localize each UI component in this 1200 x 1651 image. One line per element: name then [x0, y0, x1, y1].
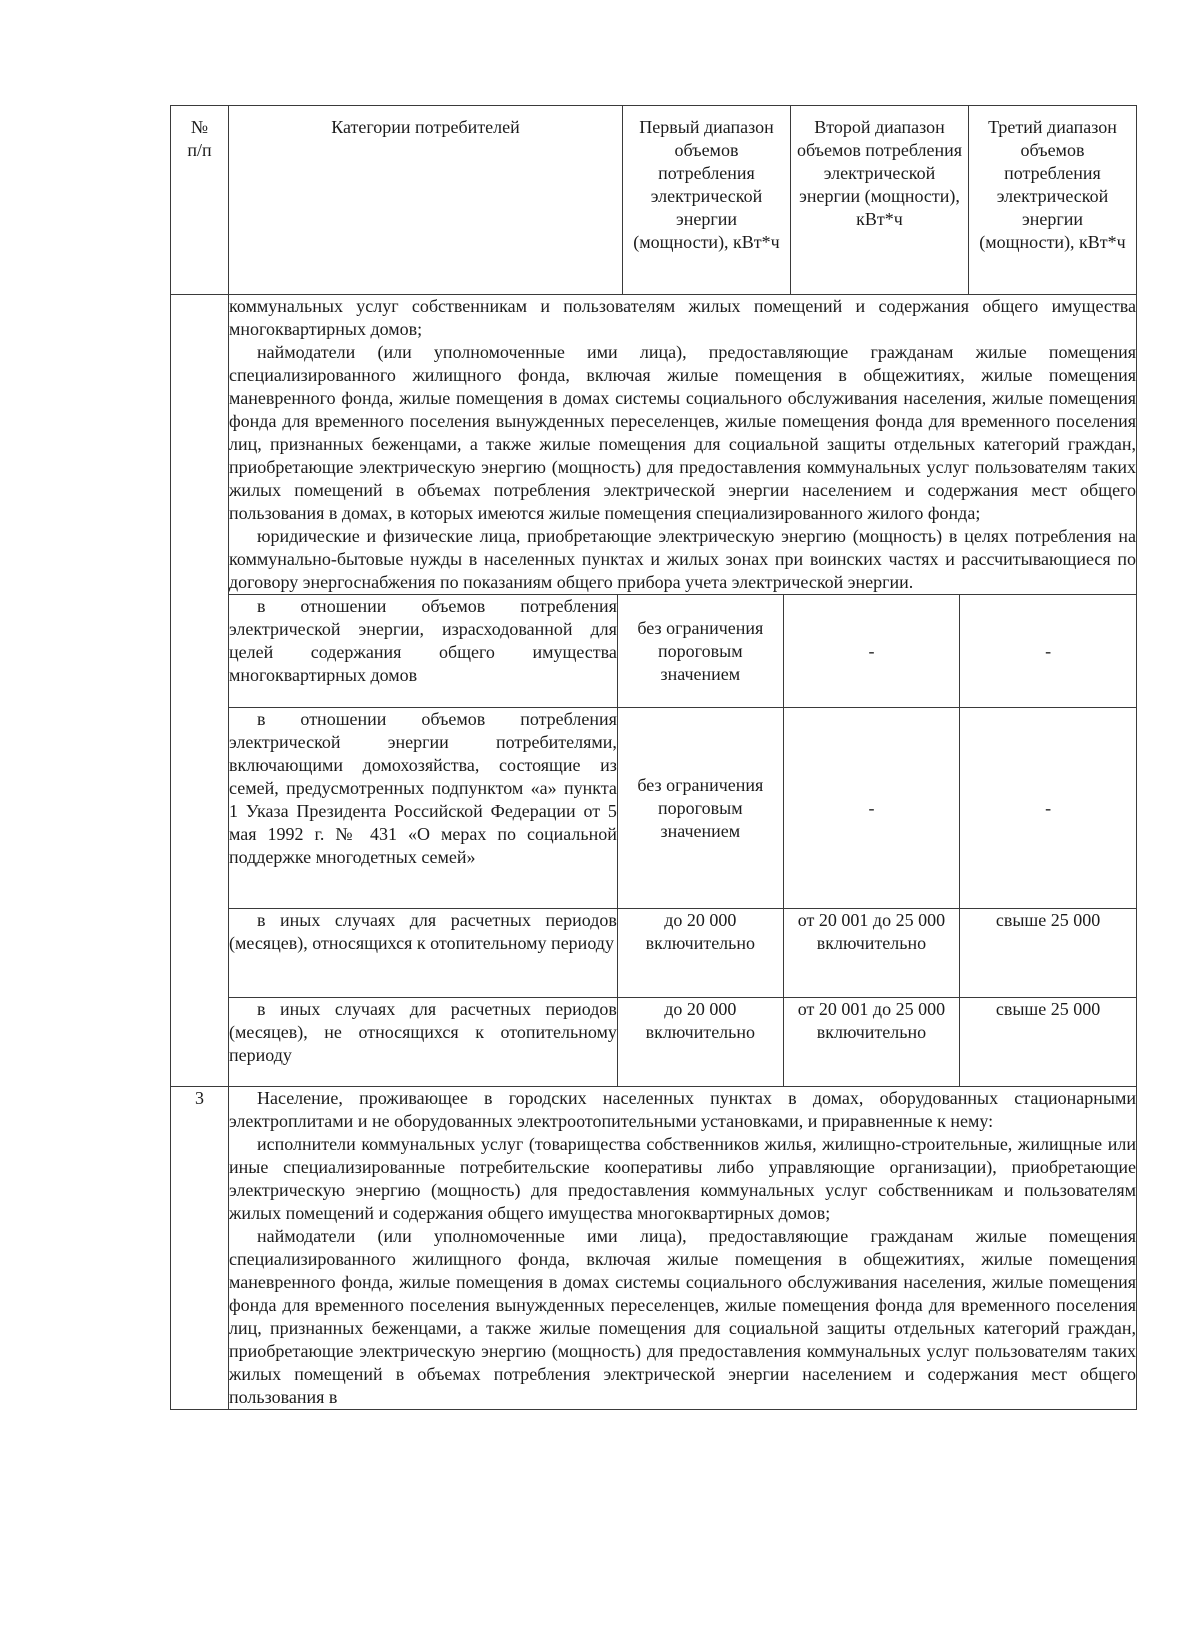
table-row-section-3 — [171, 1087, 1137, 1410]
header-range3: Третий диапазон объемов потребления электрической энергии (мощности), кВт*ч — [969, 106, 1137, 295]
range1-value: до 20 000 включительно — [617, 998, 783, 1087]
subrange-table — [229, 595, 1136, 1086]
table-row — [229, 595, 1136, 708]
range2-value: от 20 001 до 25 000 включительно — [783, 909, 959, 998]
section-2-text — [229, 295, 1137, 595]
table-row — [229, 708, 1136, 909]
range3-value: - — [960, 708, 1136, 909]
header-range2: Второй диапазон объемов потребления электрической энергии (мощности), кВт*ч — [791, 106, 969, 295]
paragraph: исполнители коммунальных услуг (товарищества собственников жилья, жилищно-строительные, жилищные или иные специализированные потребительские кооперативы либо управляющие организации), приобретающие электрическую энергию (мощность) для предоставления коммунальных услуг собственникам и пользователям жилых помещений и содержания общего имущества многоквартирных домов; — [229, 1134, 1136, 1223]
header-num: № п/п — [171, 106, 229, 295]
range1-value: без ограничения пороговым значением — [617, 708, 783, 909]
range1-value: без ограничения пороговым значением — [617, 595, 783, 708]
table-row — [229, 998, 1136, 1087]
range3-value: - — [960, 595, 1136, 708]
range1-value: до 20 000 включительно — [617, 909, 783, 998]
row-description: в отношении объемов потребления электрической энергии, израсходованной для целей содержания общего имущества многоквартирных домов — [229, 595, 617, 708]
paragraph: наймодатели (или уполномоченные ими лица), предоставляющие гражданам жилые помещения специализированного жилищного фонда, включая жилые помещения в общежитиях, жилые помещения маневренного фонда, жилые помещения в домах системы социального обслуживания населения, жилые помещения фонда для временного поселения вынужденных переселенцев, жилые помещения фонда для временного поселения лиц, признанных беженцами, а также жилые помещения для социальной защиты отдельных категорий граждан, приобретающие электрическую энергию (мощность) для предоставления коммунальных услуг пользователям таких жилых помещений в объемах потребления электрической энергии населением и содержания мест общего пользования в домах, в которых имеются жилые помещения специализированного жилого фонда; — [229, 342, 1136, 523]
section-3-text — [229, 1087, 1137, 1410]
range2-value: от 20 001 до 25 000 включительно — [783, 998, 959, 1087]
row-num: 3 — [171, 1087, 229, 1410]
table-row — [229, 909, 1136, 998]
range2-value: - — [783, 708, 959, 909]
row-description: в отношении объемов потребления электрической энергии потребителями, включающими домохозяйства, состоящие из семей, предусмотренных подпунктом «а» пункта 1 Указа Президента Российской Федерации от 5 мая 1992 г. № 431 «О мерах по социальной поддержке многодетных семей» — [229, 708, 617, 909]
tariff-table — [170, 105, 1137, 1410]
range3-value: свыше 25 000 — [960, 909, 1136, 998]
paragraph: наймодатели (или уполномоченные ими лица), предоставляющие гражданам жилые помещения специализированного жилищного фонда, включая жилые помещения в общежитиях, жилые помещения маневренного фонда, жилые помещения в домах системы социального обслуживания населения, жилые помещения фонда для временного поселения вынужденных переселенцев, жилые помещения фонда для временного поселения лиц, признанных беженцами, а также жилые помещения для социальной защиты отдельных категорий граждан, приобретающие электрическую энергию (мощность) для предоставления коммунальных услуг пользователям таких жилых помещений в объемах потребления электрической энергии населением и содержания мест общего пользования в — [229, 1226, 1136, 1407]
row-description: в иных случаях для расчетных периодов (месяцев), относящихся к отопительному периоду — [229, 909, 617, 998]
header-category: Категории потребителей — [229, 106, 623, 295]
table-row-subranges — [171, 595, 1137, 1087]
paragraph: Население, проживающее в городских населенных пунктах в домах, оборудованных стационарными электроплитами и не оборудованных электроотопительными установками, и приравненные к нему: — [229, 1088, 1136, 1131]
paragraph: юридические и физические лица, приобретающие электрическую энергию (мощность) в целях потребления на коммунально-бытовые нужды в населенных пунктах и жилых зонах при воинских частях и рассчитывающиеся по договору энергоснабжения по показаниям общего прибора учета электрической энергии. — [229, 526, 1136, 592]
range2-value: - — [783, 595, 959, 708]
header-range1: Первый диапазон объемов потребления электрической энергии (мощности), кВт*ч — [623, 106, 791, 295]
paragraph: коммунальных услуг собственникам и пользователям жилых помещений и содержания общего имущества многоквартирных домов; — [229, 296, 1136, 339]
table-header-row — [171, 106, 1137, 295]
table-row-section-2 — [171, 295, 1137, 595]
row-description: в иных случаях для расчетных периодов (месяцев), не относящихся к отопительному периоду — [229, 998, 617, 1087]
range3-value: свыше 25 000 — [960, 998, 1136, 1087]
row-num-empty — [171, 295, 229, 1087]
